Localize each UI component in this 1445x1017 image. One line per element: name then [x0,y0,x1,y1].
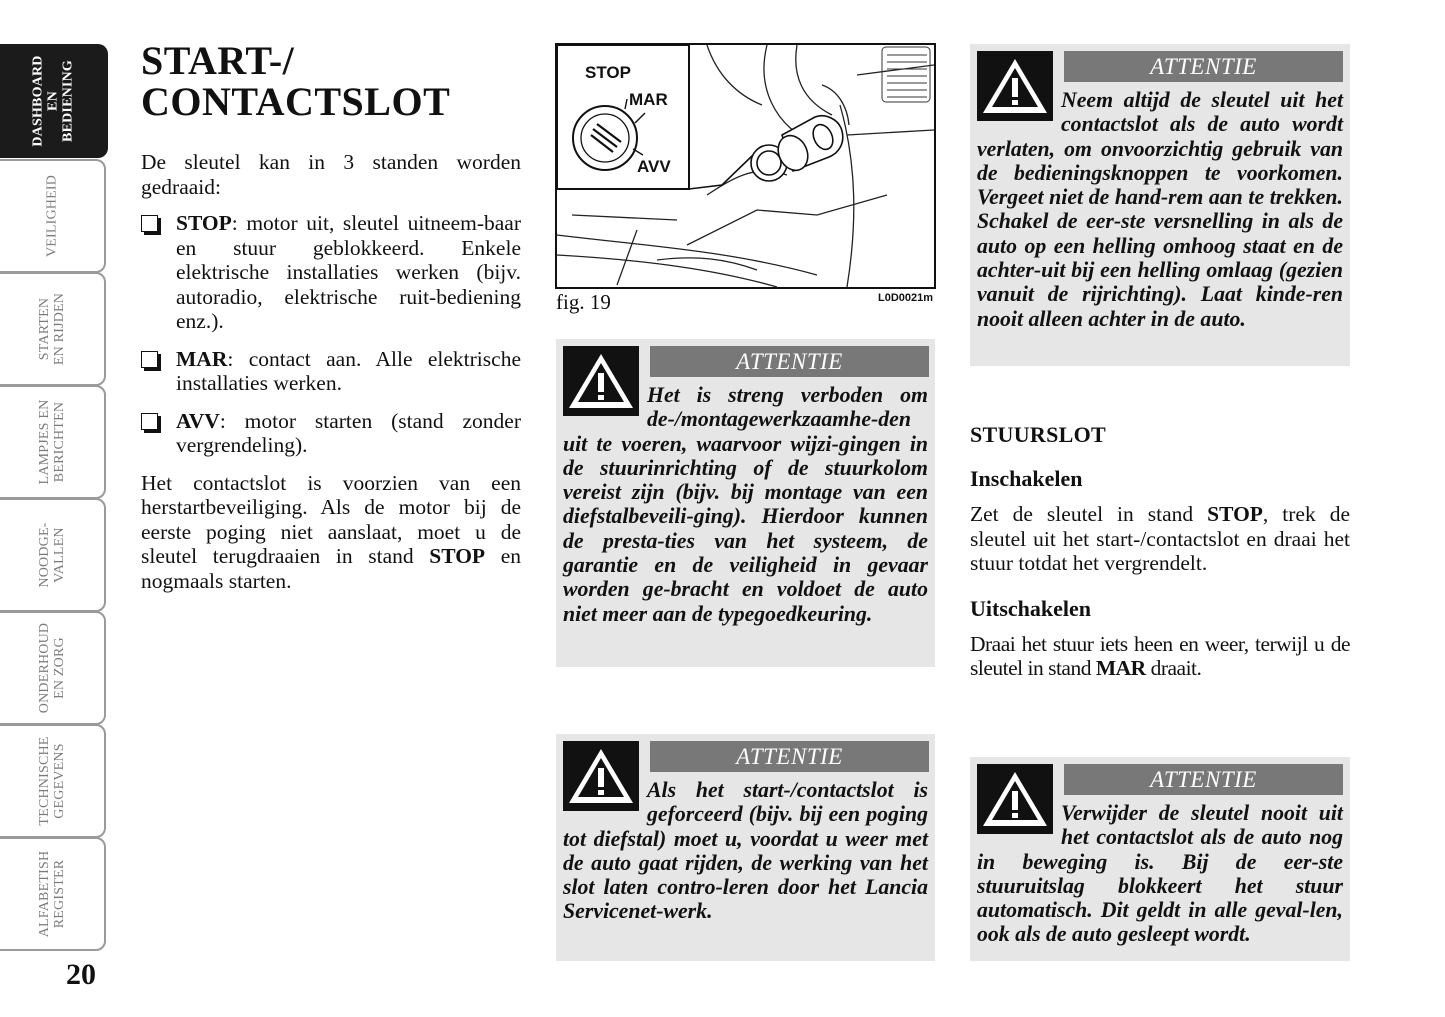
list-item [141,211,521,334]
steering-lock-section [970,422,1350,681]
paragraph-bold: STOP [429,544,486,568]
position-list [141,211,521,458]
list-item [141,347,521,396]
tab-register[interactable] [0,837,106,951]
checkbox-bullet-icon [141,215,158,232]
item-term: MAR [176,346,228,371]
warning-heading: ATTENTIE [650,346,929,377]
warning-heading: ATTENTIE [1064,51,1343,82]
tab-label: TECHNISCHE GEGEVENS [37,736,67,826]
enable-paragraph [970,502,1350,576]
item-text: : motor uit, sleutel uitneem-baar en stuur geblokkeerd. Enkele elektrische installaties werken (bijv. autoradio, elektrische ruit-bediening enz.). [176,211,521,333]
tab-label: DASHBOARD EN BEDIENING [30,55,76,147]
item-text: : motor starten (stand zonder vergrendeling). [176,408,521,457]
paragraph-bold: MAR [1095,656,1146,680]
tab-label: STARTEN EN RIJDEN [37,292,67,366]
item-term: STOP [176,211,232,235]
stop-label: STOP [585,63,631,82]
page-number: 20 [66,958,96,991]
ignition-illustration [555,43,936,289]
tab-onderhoud[interactable] [0,611,106,725]
warning-body: Neem altijd de sleutel uit het contactslot als de auto wordt verlaten, om onvoorzichtig gebruik van de bedieningsknoppen te voorkomen. Vergeet niet de hand-rem aan te trekken. Schakel de eer-ste versnelling in als de auto op een helling omhoog staat en de achter-uit bij een helling omlaag (gezien vanuit de rijrichting). Laat kinde-ren nooit alleen achter in de auto. [977,88,1343,331]
warning-box-moving-car [970,757,1350,961]
paragraph-text: Draai het stuur iets heen en weer, terwijl u de sleutel in stand [970,631,1350,680]
tab-label: NOODGE- VALLEN [37,522,67,588]
tab-veiligheid[interactable] [0,159,106,273]
list-item [141,409,521,458]
intro-text: De sleutel kan in 3 standen worden gedraaid: [141,150,521,199]
warning-box-forced-lock [556,734,935,961]
disable-paragraph [970,632,1350,681]
avv-label: AVV [637,157,671,176]
checkbox-bullet-icon [141,351,158,368]
warning-text [563,383,928,626]
tab-label: ALFABETISH REGISTER [37,850,67,938]
paragraph-text: , trek de sleutel uit het start-/contactslot en draai het stuur totdat het vergrendelt. [970,502,1351,575]
tab-starten[interactable] [0,272,106,386]
warning-triangle-icon [977,51,1053,121]
paragraph-text: Het contactslot is voorzien van een herstartbeveiliging. Als de motor bij de eerste poging niet aanslaat, moet u de sleutel terugdraaien in stand [141,470,521,568]
checkbox-bullet-icon [141,413,158,430]
warning-triangle-icon [977,764,1053,834]
warning-heading: ATTENTIE [1064,764,1343,795]
tab-label: LAMPJES EN BERICHTEN [37,399,67,485]
restart-paragraph [141,471,521,594]
warning-box-steering [556,339,935,667]
item-text: : contact aan. Alle elektrische installaties werken. [176,346,521,395]
warning-body: Het is streng verboden om de-/montagewerkzaamhe-den uit te voeren, waarvoor wijzi-gingen in de stuurinrichting of de stuurkolom vereist zijn (bijv. bij montage van een diefstalbeveili-ging). Hierdoor kunnen de presta-ties van het systeem, de garantie en de veiligheid in gevaar worden ge-bracht en voldoet de auto niet meer aan de typegoedkeuring. [563,383,928,626]
paragraph-text: en nogmaals starten. [141,544,521,593]
paragraph-bold: STOP [1207,502,1263,526]
tab-lampjes[interactable] [0,385,106,499]
item-term: AVV [176,408,220,433]
warning-text [977,88,1343,331]
section-heading: STUURSLOT [970,422,1106,447]
title-line: CONTACTSLOT [141,79,451,124]
warning-box-leave-car [970,44,1350,366]
title-line: START-/ [141,38,295,83]
warning-body: Als het start-/contactslot is geforceerd (bijv. bij een poging tot diefstal) moet u, voordat u weer met de auto gaat rijden, de werking van het slot laten contro-leren door het Lancia Servicenet-werk. [563,778,928,924]
main-column [141,40,521,593]
warning-triangle-icon [563,741,639,811]
tab-dashboard[interactable] [0,44,108,158]
tab-label: ONDERHOUD EN ZORG [37,622,67,714]
warning-triangle-icon [563,346,639,416]
ignition-drawing [557,45,934,287]
tab-label: VEILIGHEID [44,174,60,258]
subheading-disable: Uitschakelen [970,595,1091,621]
tab-noodgevallen[interactable] [0,498,106,612]
mar-label: MAR [629,90,668,109]
warning-body: Verwijder de sleutel nooit uit het contactslot als de auto nog in beweging is. Bij de eer-ste stuuruitslag blokkeert het stuur automatisch. Dit geldt in alle geval-len, ook als de auto gesleept wordt. [977,801,1343,947]
figure-caption: fig. 19 [556,290,611,314]
tab-technische-gegevens[interactable] [0,724,106,838]
subheading-enable: Inschakelen [970,466,1083,491]
paragraph-text: Zet de sleutel in stand [970,502,1208,526]
warning-heading: ATTENTIE [650,741,929,772]
paragraph-text: draait. [1145,656,1202,680]
page-title [141,40,521,122]
figure-code: L0D0021m [878,292,934,304]
